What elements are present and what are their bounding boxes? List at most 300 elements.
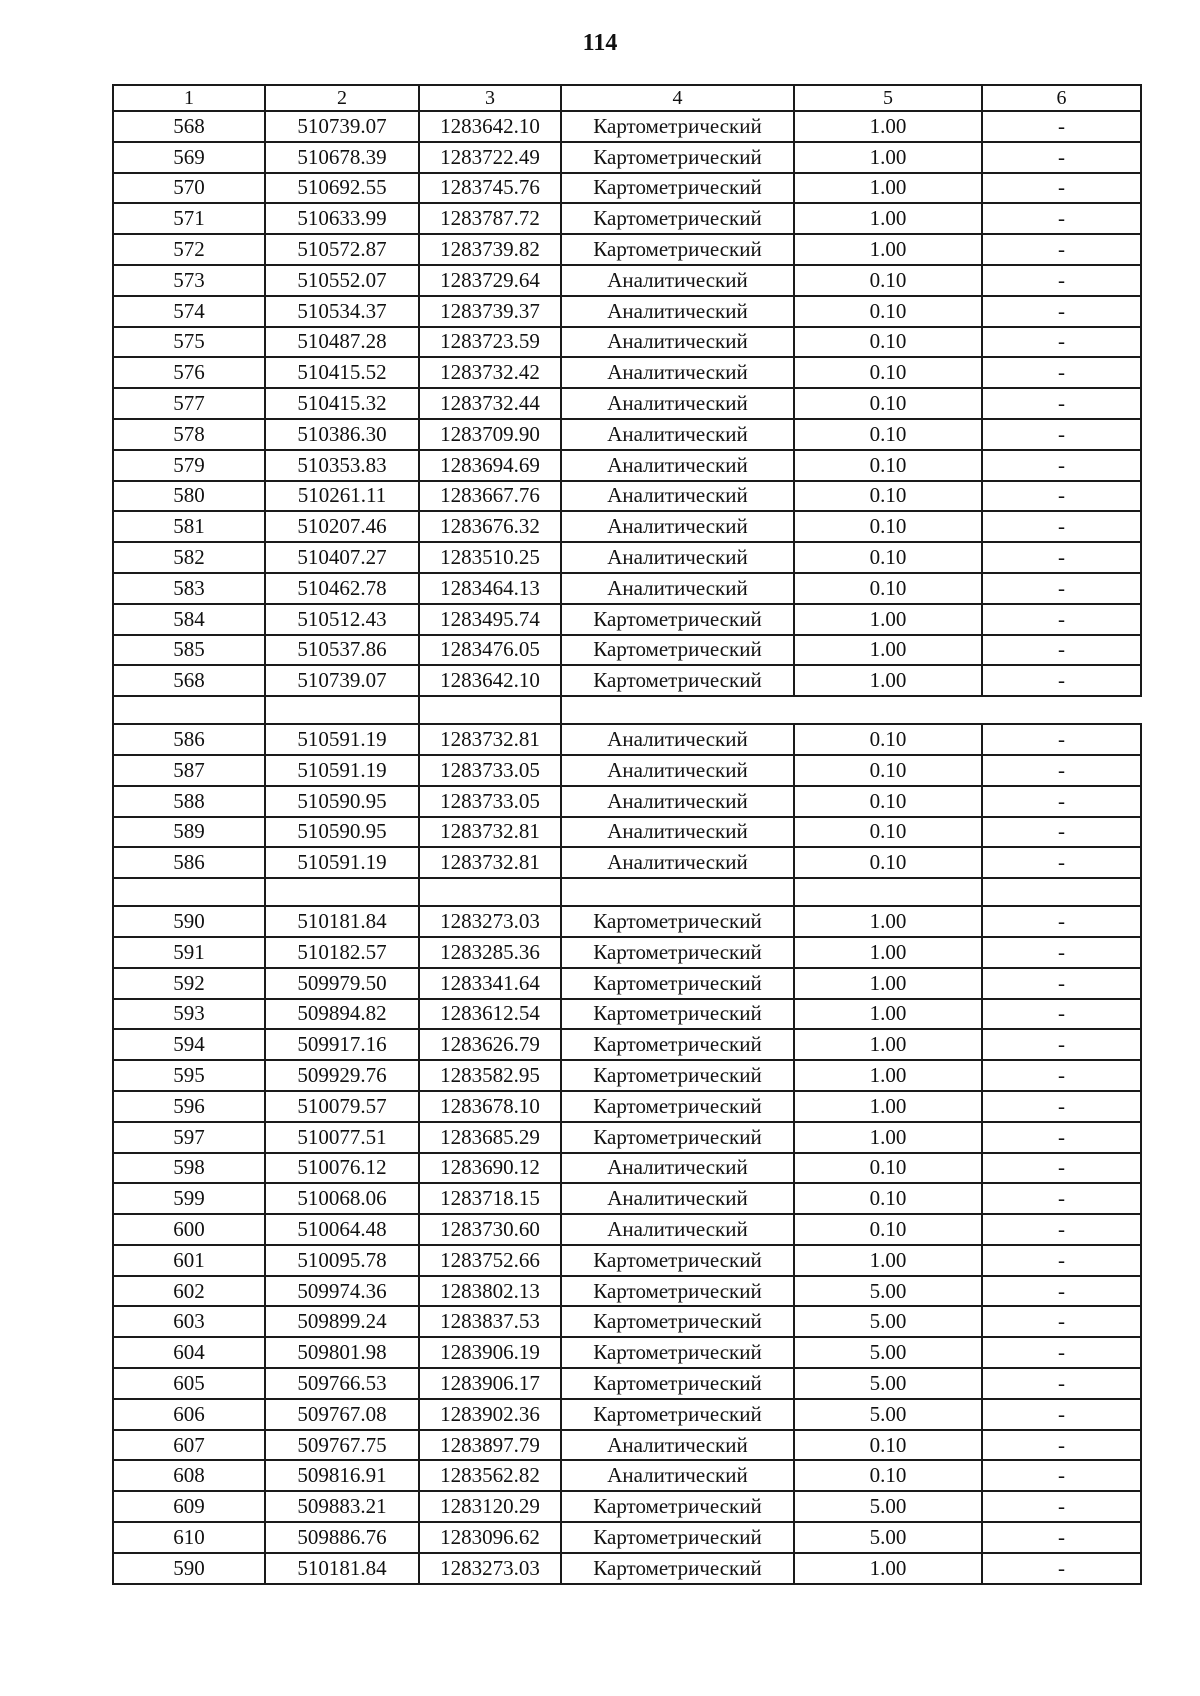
- y-coordinate-cell: 1283902.36: [419, 1399, 561, 1430]
- x-coordinate-cell: 509979.50: [265, 968, 419, 999]
- separator-cell: [265, 696, 419, 724]
- x-coordinate-cell: 510407.27: [265, 542, 419, 573]
- point-number-cell: 585: [113, 635, 265, 666]
- point-number-cell: 576: [113, 357, 265, 388]
- y-coordinate-cell: 1283802.13: [419, 1276, 561, 1307]
- point-number-cell: 593: [113, 999, 265, 1030]
- point-number-cell: 568: [113, 665, 265, 696]
- point-number-cell: 574: [113, 296, 265, 327]
- method-cell: Аналитический: [561, 755, 794, 786]
- method-cell: Аналитический: [561, 724, 794, 755]
- y-coordinate-cell: 1283787.72: [419, 203, 561, 234]
- note-cell: -: [982, 937, 1141, 968]
- table-row: [113, 388, 1141, 419]
- note-cell: -: [982, 847, 1141, 878]
- y-coordinate-cell: 1283739.82: [419, 234, 561, 265]
- y-coordinate-cell: 1283690.12: [419, 1153, 561, 1184]
- separator-cell: [561, 878, 794, 906]
- y-coordinate-cell: 1283285.36: [419, 937, 561, 968]
- table-row: [113, 817, 1141, 848]
- y-coordinate-cell: 1283709.90: [419, 419, 561, 450]
- accuracy-cell: 0.10: [794, 573, 982, 604]
- header-col-4: 4: [561, 85, 794, 111]
- note-cell: -: [982, 1522, 1141, 1553]
- table-row: [113, 327, 1141, 358]
- separator-cell: [113, 696, 265, 724]
- y-coordinate-cell: 1283733.05: [419, 786, 561, 817]
- separator-cell: [794, 878, 982, 906]
- table-row: [113, 1029, 1141, 1060]
- accuracy-cell: 0.10: [794, 388, 982, 419]
- method-cell: Картометрический: [561, 1306, 794, 1337]
- table-row: [113, 1214, 1141, 1245]
- y-coordinate-cell: 1283273.03: [419, 906, 561, 937]
- page-number: 114: [582, 30, 618, 56]
- note-cell: -: [982, 1091, 1141, 1122]
- accuracy-cell: 1.00: [794, 906, 982, 937]
- x-coordinate-cell: 510415.52: [265, 357, 419, 388]
- accuracy-cell: 5.00: [794, 1399, 982, 1430]
- table-row: [113, 937, 1141, 968]
- table-row: [113, 1276, 1141, 1307]
- point-number-cell: 599: [113, 1183, 265, 1214]
- point-number-cell: 590: [113, 906, 265, 937]
- y-coordinate-cell: 1283897.79: [419, 1430, 561, 1461]
- point-number-cell: 610: [113, 1522, 265, 1553]
- accuracy-cell: 0.10: [794, 1153, 982, 1184]
- y-coordinate-cell: 1283464.13: [419, 573, 561, 604]
- accuracy-cell: 0.10: [794, 1460, 982, 1491]
- table-row: [113, 1553, 1141, 1584]
- note-cell: -: [982, 419, 1141, 450]
- point-number-cell: 588: [113, 786, 265, 817]
- point-number-cell: 581: [113, 511, 265, 542]
- method-cell: Картометрический: [561, 635, 794, 666]
- y-coordinate-cell: 1283273.03: [419, 1553, 561, 1584]
- note-cell: -: [982, 1029, 1141, 1060]
- separator-cell: [561, 696, 794, 724]
- y-coordinate-cell: 1283667.76: [419, 481, 561, 512]
- method-cell: Картометрический: [561, 1553, 794, 1584]
- method-cell: Аналитический: [561, 357, 794, 388]
- x-coordinate-cell: 509767.08: [265, 1399, 419, 1430]
- note-cell: -: [982, 1399, 1141, 1430]
- table-row: [113, 1306, 1141, 1337]
- x-coordinate-cell: 509894.82: [265, 999, 419, 1030]
- method-cell: Аналитический: [561, 1153, 794, 1184]
- note-cell: -: [982, 786, 1141, 817]
- table-row: [113, 1245, 1141, 1276]
- method-cell: Картометрический: [561, 1276, 794, 1307]
- table-row: [113, 1337, 1141, 1368]
- x-coordinate-cell: 510182.57: [265, 937, 419, 968]
- accuracy-cell: 1.00: [794, 968, 982, 999]
- method-cell: Картометрический: [561, 1522, 794, 1553]
- method-cell: Картометрический: [561, 604, 794, 635]
- note-cell: -: [982, 173, 1141, 204]
- accuracy-cell: 5.00: [794, 1276, 982, 1307]
- y-coordinate-cell: 1283718.15: [419, 1183, 561, 1214]
- table-row: [113, 419, 1141, 450]
- table-row: [113, 1399, 1141, 1430]
- note-cell: -: [982, 481, 1141, 512]
- separator-cell: [982, 878, 1141, 906]
- table-row: [113, 203, 1141, 234]
- y-coordinate-cell: 1283733.05: [419, 755, 561, 786]
- x-coordinate-cell: 510512.43: [265, 604, 419, 635]
- point-number-cell: 600: [113, 1214, 265, 1245]
- method-cell: Картометрический: [561, 968, 794, 999]
- table-row: [113, 1430, 1141, 1461]
- note-cell: -: [982, 604, 1141, 635]
- y-coordinate-cell: 1283582.95: [419, 1060, 561, 1091]
- y-coordinate-cell: 1283626.79: [419, 1029, 561, 1060]
- table-row: [113, 906, 1141, 937]
- note-cell: -: [982, 1337, 1141, 1368]
- point-number-cell: 592: [113, 968, 265, 999]
- point-number-cell: 602: [113, 1276, 265, 1307]
- header-col-5: 5: [794, 85, 982, 111]
- note-cell: -: [982, 1245, 1141, 1276]
- note-cell: -: [982, 142, 1141, 173]
- table-row: [113, 1153, 1141, 1184]
- point-number-cell: 598: [113, 1153, 265, 1184]
- y-coordinate-cell: 1283732.81: [419, 817, 561, 848]
- note-cell: -: [982, 357, 1141, 388]
- x-coordinate-cell: 510590.95: [265, 817, 419, 848]
- note-cell: -: [982, 203, 1141, 234]
- note-cell: -: [982, 1060, 1141, 1091]
- table-row: [113, 1183, 1141, 1214]
- method-cell: Аналитический: [561, 1183, 794, 1214]
- note-cell: -: [982, 1460, 1141, 1491]
- method-cell: Картометрический: [561, 1091, 794, 1122]
- x-coordinate-cell: 510353.83: [265, 450, 419, 481]
- x-coordinate-cell: 510077.51: [265, 1122, 419, 1153]
- accuracy-cell: 0.10: [794, 755, 982, 786]
- accuracy-cell: 0.10: [794, 419, 982, 450]
- x-coordinate-cell: 510261.11: [265, 481, 419, 512]
- separator-cell: [794, 696, 982, 724]
- point-number-cell: 570: [113, 173, 265, 204]
- table-row: [113, 968, 1141, 999]
- table-row: [113, 481, 1141, 512]
- separator-cell: [265, 878, 419, 906]
- point-number-cell: 579: [113, 450, 265, 481]
- y-coordinate-cell: 1283906.17: [419, 1368, 561, 1399]
- note-cell: -: [982, 1306, 1141, 1337]
- accuracy-cell: 0.10: [794, 542, 982, 573]
- table-row: [113, 511, 1141, 542]
- accuracy-cell: 0.10: [794, 1214, 982, 1245]
- table-row: [113, 786, 1141, 817]
- accuracy-cell: 1.00: [794, 1553, 982, 1584]
- method-cell: Аналитический: [561, 419, 794, 450]
- y-coordinate-cell: 1283752.66: [419, 1245, 561, 1276]
- method-cell: Аналитический: [561, 511, 794, 542]
- accuracy-cell: 1.00: [794, 1029, 982, 1060]
- note-cell: -: [982, 999, 1141, 1030]
- x-coordinate-cell: 510462.78: [265, 573, 419, 604]
- method-cell: Аналитический: [561, 327, 794, 358]
- x-coordinate-cell: 510591.19: [265, 724, 419, 755]
- method-cell: Аналитический: [561, 450, 794, 481]
- table-row: [113, 142, 1141, 173]
- table-row: [113, 1368, 1141, 1399]
- x-coordinate-cell: 510181.84: [265, 1553, 419, 1584]
- header-col-3: 3: [419, 85, 561, 111]
- y-coordinate-cell: 1283642.10: [419, 111, 561, 142]
- point-number-cell: 606: [113, 1399, 265, 1430]
- accuracy-cell: 1.00: [794, 937, 982, 968]
- y-coordinate-cell: 1283120.29: [419, 1491, 561, 1522]
- point-number-cell: 580: [113, 481, 265, 512]
- accuracy-cell: 1.00: [794, 173, 982, 204]
- table-row: [113, 1091, 1141, 1122]
- point-number-cell: 589: [113, 817, 265, 848]
- accuracy-cell: 1.00: [794, 1060, 982, 1091]
- point-number-cell: 584: [113, 604, 265, 635]
- note-cell: -: [982, 1430, 1141, 1461]
- accuracy-cell: 0.10: [794, 786, 982, 817]
- point-number-cell: 590: [113, 1553, 265, 1584]
- method-cell: Аналитический: [561, 1430, 794, 1461]
- point-number-cell: 595: [113, 1060, 265, 1091]
- point-number-cell: 591: [113, 937, 265, 968]
- y-coordinate-cell: 1283745.76: [419, 173, 561, 204]
- coordinates-table: [112, 84, 1142, 1585]
- x-coordinate-cell: 509929.76: [265, 1060, 419, 1091]
- table-row: [113, 296, 1141, 327]
- table-row: [113, 755, 1141, 786]
- table-row: [113, 604, 1141, 635]
- x-coordinate-cell: 510572.87: [265, 234, 419, 265]
- group-separator-row: [113, 878, 1141, 906]
- point-number-cell: 597: [113, 1122, 265, 1153]
- y-coordinate-cell: 1283837.53: [419, 1306, 561, 1337]
- note-cell: -: [982, 511, 1141, 542]
- note-cell: -: [982, 1122, 1141, 1153]
- x-coordinate-cell: 510181.84: [265, 906, 419, 937]
- note-cell: -: [982, 724, 1141, 755]
- note-cell: -: [982, 1491, 1141, 1522]
- x-coordinate-cell: 509801.98: [265, 1337, 419, 1368]
- accuracy-cell: 5.00: [794, 1306, 982, 1337]
- accuracy-cell: 1.00: [794, 999, 982, 1030]
- note-cell: -: [982, 542, 1141, 573]
- header-row: [113, 85, 1141, 111]
- table-row: [113, 1491, 1141, 1522]
- x-coordinate-cell: 510386.30: [265, 419, 419, 450]
- point-number-cell: 573: [113, 265, 265, 296]
- x-coordinate-cell: 510692.55: [265, 173, 419, 204]
- y-coordinate-cell: 1283495.74: [419, 604, 561, 635]
- point-number-cell: 569: [113, 142, 265, 173]
- x-coordinate-cell: 509974.36: [265, 1276, 419, 1307]
- note-cell: -: [982, 1153, 1141, 1184]
- method-cell: Аналитический: [561, 481, 794, 512]
- accuracy-cell: 1.00: [794, 1245, 982, 1276]
- x-coordinate-cell: 510591.19: [265, 847, 419, 878]
- accuracy-cell: 0.10: [794, 296, 982, 327]
- method-cell: Картометрический: [561, 1368, 794, 1399]
- accuracy-cell: 5.00: [794, 1368, 982, 1399]
- y-coordinate-cell: 1283732.44: [419, 388, 561, 419]
- table-row: [113, 173, 1141, 204]
- y-coordinate-cell: 1283732.81: [419, 724, 561, 755]
- accuracy-cell: 0.10: [794, 481, 982, 512]
- x-coordinate-cell: 510537.86: [265, 635, 419, 666]
- x-coordinate-cell: 509899.24: [265, 1306, 419, 1337]
- x-coordinate-cell: 510739.07: [265, 111, 419, 142]
- accuracy-cell: 1.00: [794, 234, 982, 265]
- y-coordinate-cell: 1283642.10: [419, 665, 561, 696]
- note-cell: -: [982, 265, 1141, 296]
- x-coordinate-cell: 509767.75: [265, 1430, 419, 1461]
- accuracy-cell: 5.00: [794, 1522, 982, 1553]
- x-coordinate-cell: 510076.12: [265, 1153, 419, 1184]
- accuracy-cell: 0.10: [794, 724, 982, 755]
- x-coordinate-cell: 509917.16: [265, 1029, 419, 1060]
- point-number-cell: 578: [113, 419, 265, 450]
- x-coordinate-cell: 509886.76: [265, 1522, 419, 1553]
- x-coordinate-cell: 510678.39: [265, 142, 419, 173]
- x-coordinate-cell: 510590.95: [265, 786, 419, 817]
- y-coordinate-cell: 1283694.69: [419, 450, 561, 481]
- point-number-cell: 582: [113, 542, 265, 573]
- method-cell: Картометрический: [561, 1122, 794, 1153]
- x-coordinate-cell: 510068.06: [265, 1183, 419, 1214]
- accuracy-cell: 1.00: [794, 635, 982, 666]
- method-cell: Аналитический: [561, 786, 794, 817]
- accuracy-cell: 0.10: [794, 1430, 982, 1461]
- note-cell: -: [982, 755, 1141, 786]
- x-coordinate-cell: 510415.32: [265, 388, 419, 419]
- method-cell: Картометрический: [561, 1399, 794, 1430]
- y-coordinate-cell: 1283685.29: [419, 1122, 561, 1153]
- x-coordinate-cell: 510487.28: [265, 327, 419, 358]
- y-coordinate-cell: 1283562.82: [419, 1460, 561, 1491]
- x-coordinate-cell: 510591.19: [265, 755, 419, 786]
- y-coordinate-cell: 1283732.42: [419, 357, 561, 388]
- method-cell: Картометрический: [561, 1060, 794, 1091]
- table-row: [113, 573, 1141, 604]
- note-cell: -: [982, 906, 1141, 937]
- method-cell: Картометрический: [561, 234, 794, 265]
- method-cell: Картометрический: [561, 1245, 794, 1276]
- note-cell: -: [982, 635, 1141, 666]
- y-coordinate-cell: 1283341.64: [419, 968, 561, 999]
- note-cell: -: [982, 450, 1141, 481]
- point-number-cell: 577: [113, 388, 265, 419]
- separator-cell: [982, 696, 1141, 724]
- table-row: [113, 847, 1141, 878]
- table-row: [113, 357, 1141, 388]
- y-coordinate-cell: 1283906.19: [419, 1337, 561, 1368]
- accuracy-cell: 1.00: [794, 1122, 982, 1153]
- table-row: [113, 635, 1141, 666]
- table-row: [113, 1122, 1141, 1153]
- table-row: [113, 999, 1141, 1030]
- separator-cell: [419, 878, 561, 906]
- note-cell: -: [982, 296, 1141, 327]
- method-cell: Картометрический: [561, 906, 794, 937]
- method-cell: Картометрический: [561, 173, 794, 204]
- method-cell: Аналитический: [561, 817, 794, 848]
- point-number-cell: 596: [113, 1091, 265, 1122]
- table-row: [113, 234, 1141, 265]
- point-number-cell: 572: [113, 234, 265, 265]
- y-coordinate-cell: 1283612.54: [419, 999, 561, 1030]
- method-cell: Картометрический: [561, 937, 794, 968]
- point-number-cell: 594: [113, 1029, 265, 1060]
- x-coordinate-cell: 510079.57: [265, 1091, 419, 1122]
- point-number-cell: 605: [113, 1368, 265, 1399]
- accuracy-cell: 1.00: [794, 665, 982, 696]
- y-coordinate-cell: 1283096.62: [419, 1522, 561, 1553]
- accuracy-cell: 0.10: [794, 327, 982, 358]
- accuracy-cell: 0.10: [794, 450, 982, 481]
- header-col-2: 2: [265, 85, 419, 111]
- note-cell: -: [982, 817, 1141, 848]
- accuracy-cell: 1.00: [794, 142, 982, 173]
- point-number-cell: 568: [113, 111, 265, 142]
- method-cell: Аналитический: [561, 1460, 794, 1491]
- accuracy-cell: 1.00: [794, 203, 982, 234]
- note-cell: -: [982, 1214, 1141, 1245]
- table-row: [113, 450, 1141, 481]
- point-number-cell: 571: [113, 203, 265, 234]
- accuracy-cell: 0.10: [794, 511, 982, 542]
- y-coordinate-cell: 1283730.60: [419, 1214, 561, 1245]
- group-separator-row: [113, 696, 1141, 724]
- x-coordinate-cell: 510207.46: [265, 511, 419, 542]
- note-cell: -: [982, 1276, 1141, 1307]
- table-row: [113, 1060, 1141, 1091]
- note-cell: -: [982, 111, 1141, 142]
- x-coordinate-cell: 510064.48: [265, 1214, 419, 1245]
- header-col-6: 6: [982, 85, 1141, 111]
- accuracy-cell: 5.00: [794, 1491, 982, 1522]
- point-number-cell: 609: [113, 1491, 265, 1522]
- method-cell: Аналитический: [561, 388, 794, 419]
- note-cell: -: [982, 388, 1141, 419]
- y-coordinate-cell: 1283676.32: [419, 511, 561, 542]
- note-cell: -: [982, 234, 1141, 265]
- accuracy-cell: 0.10: [794, 357, 982, 388]
- y-coordinate-cell: 1283729.64: [419, 265, 561, 296]
- point-number-cell: 603: [113, 1306, 265, 1337]
- point-number-cell: 608: [113, 1460, 265, 1491]
- separator-cell: [419, 696, 561, 724]
- accuracy-cell: 5.00: [794, 1337, 982, 1368]
- point-number-cell: 604: [113, 1337, 265, 1368]
- x-coordinate-cell: 510633.99: [265, 203, 419, 234]
- header-col-1: 1: [113, 85, 265, 111]
- table-row: [113, 724, 1141, 755]
- method-cell: Картометрический: [561, 1029, 794, 1060]
- y-coordinate-cell: 1283510.25: [419, 542, 561, 573]
- table-row: [113, 265, 1141, 296]
- method-cell: Аналитический: [561, 265, 794, 296]
- point-number-cell: 583: [113, 573, 265, 604]
- point-number-cell: 586: [113, 724, 265, 755]
- accuracy-cell: 1.00: [794, 1091, 982, 1122]
- method-cell: Аналитический: [561, 1214, 794, 1245]
- note-cell: -: [982, 327, 1141, 358]
- x-coordinate-cell: 510739.07: [265, 665, 419, 696]
- x-coordinate-cell: 509816.91: [265, 1460, 419, 1491]
